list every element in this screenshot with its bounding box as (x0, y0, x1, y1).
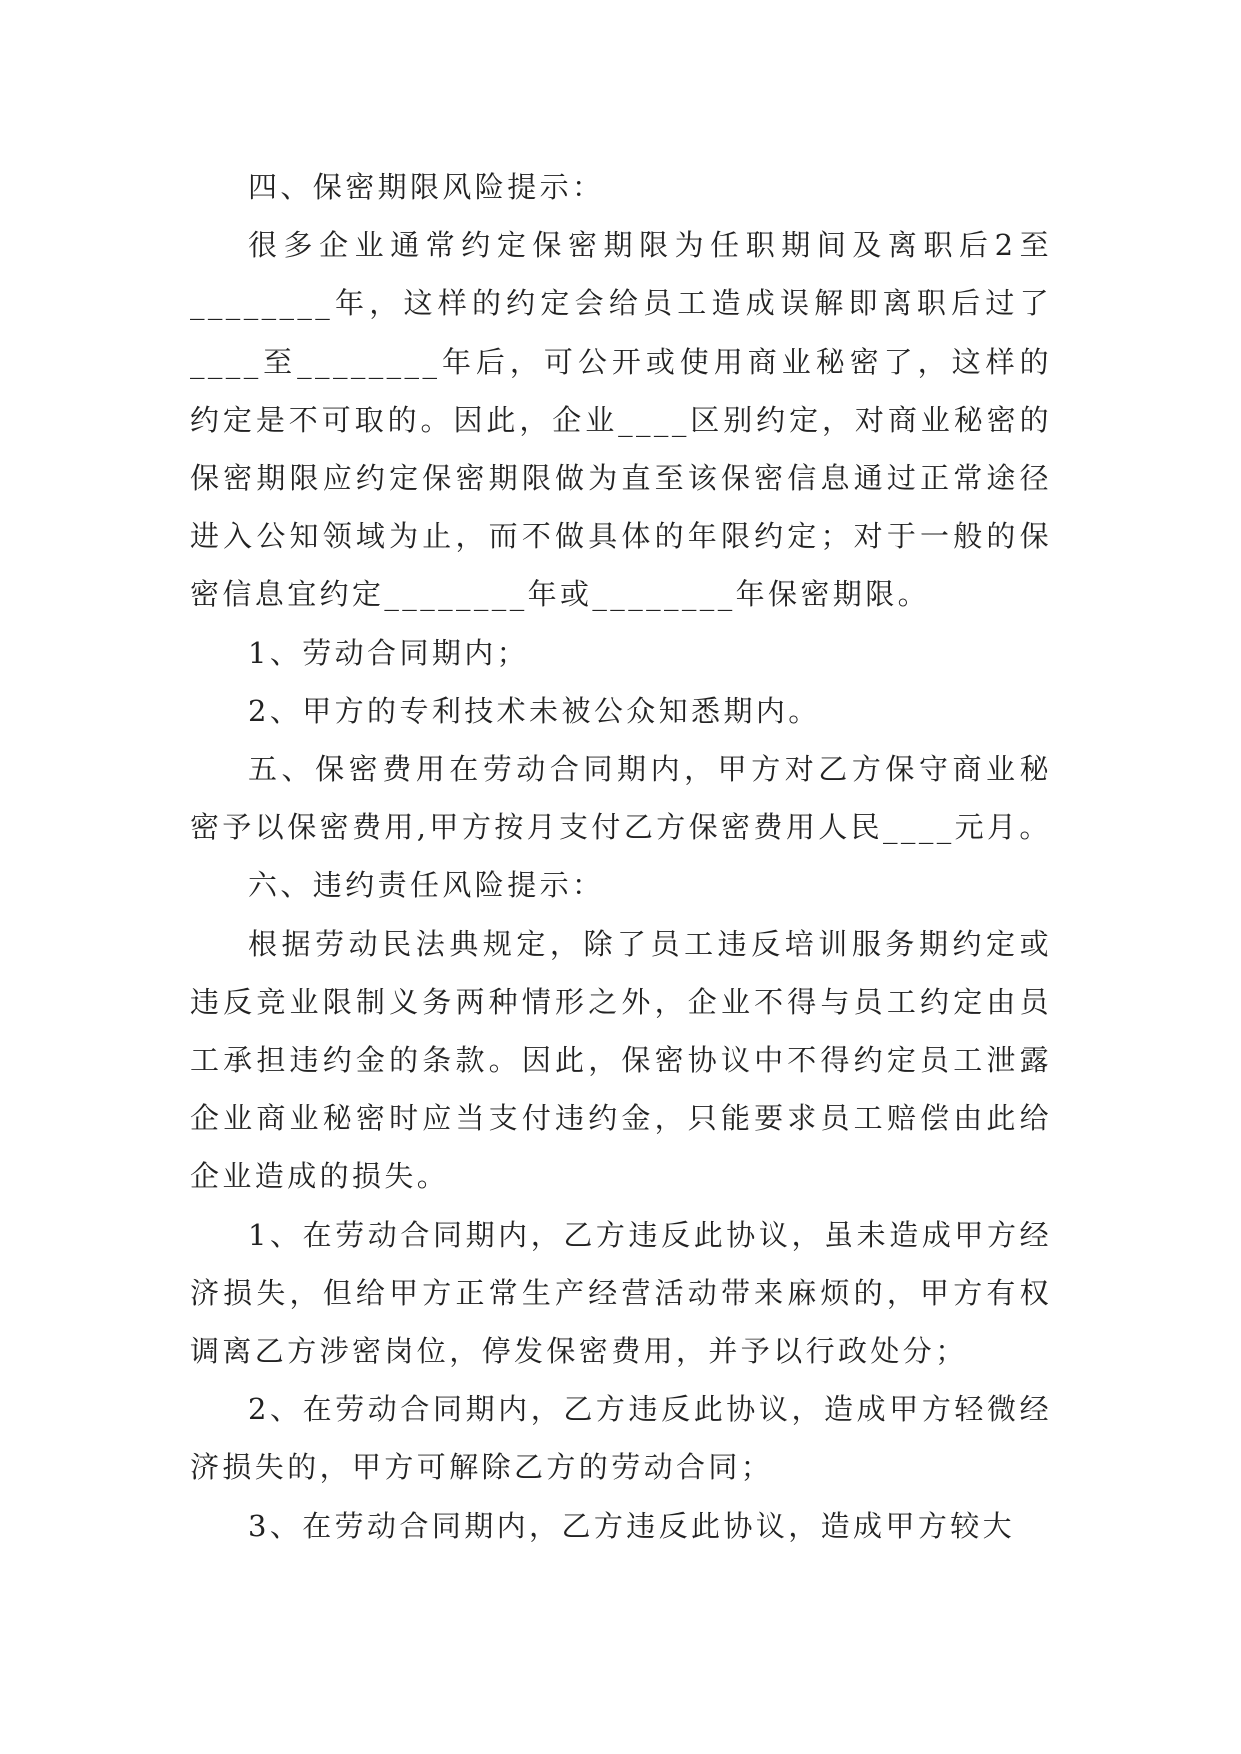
list-item-liability-2: 2、在劳动合同期内，乙方违反此协议，造成甲方轻微经济损失的，甲方可解除乙方的劳动合同； (190, 1392, 1052, 1485)
paragraph-liability-note: 根据劳动民法典规定，除了员工违反培训服务期约定或违反竞业限制义务两种情形之外，企业不得与员工约定由员工承担违约金的条款。因此，保密协议中不得约定员工泄露企业商业秘密时应当支付违约金，只能要求员工赔偿由此给企业造成的损失。 (190, 926, 1052, 1194)
list-item-liability-1: 1、在劳动合同期内，乙方违反此协议，虽未造成甲方经济损失，但给甲方正常生产经营活动带来麻烦的，甲方有权调离乙方涉密岗位，停发保密费用，并予以行政处分； (190, 1217, 1052, 1369)
section-confidentiality-fee: 五、保密费用在劳动合同期内，甲方对乙方保守商业秘密予以保密费用,甲方按月支付乙方保密费用人民____元月。 (190, 752, 1052, 845)
section-heading-confidentiality-period: 四、保密期限风险提示： (248, 170, 605, 204)
list-item-contract-period: 1、劳动合同期内； (248, 635, 530, 670)
section-heading-liability: 六、违约责任风险提示： (248, 868, 605, 903)
document-body (190, 158, 1052, 1555)
paragraph-confidentiality-period-note: 很多企业通常约定保密期限为任职期间及离职后2至________年，这样的约定会给员工造成误解即离职后过了____至________年后，可公开或使用商业秘密了，这样的约定是不可取的。因此，企业____区别约定，对商业秘密的保密期限应约定保密期限做为直至该保密信息通过正常途径进入公知领域为止，而不做具体的年限约定；对于一般的保密信息宜约定________年或________年保密期限。 (190, 228, 1052, 612)
list-item-liability-3: 3、在劳动合同期内，乙方违反此协议，造成甲方较大 (248, 1508, 1016, 1543)
list-item-patent-period: 2、甲方的专利技术未被公众知悉期内。 (248, 693, 821, 728)
